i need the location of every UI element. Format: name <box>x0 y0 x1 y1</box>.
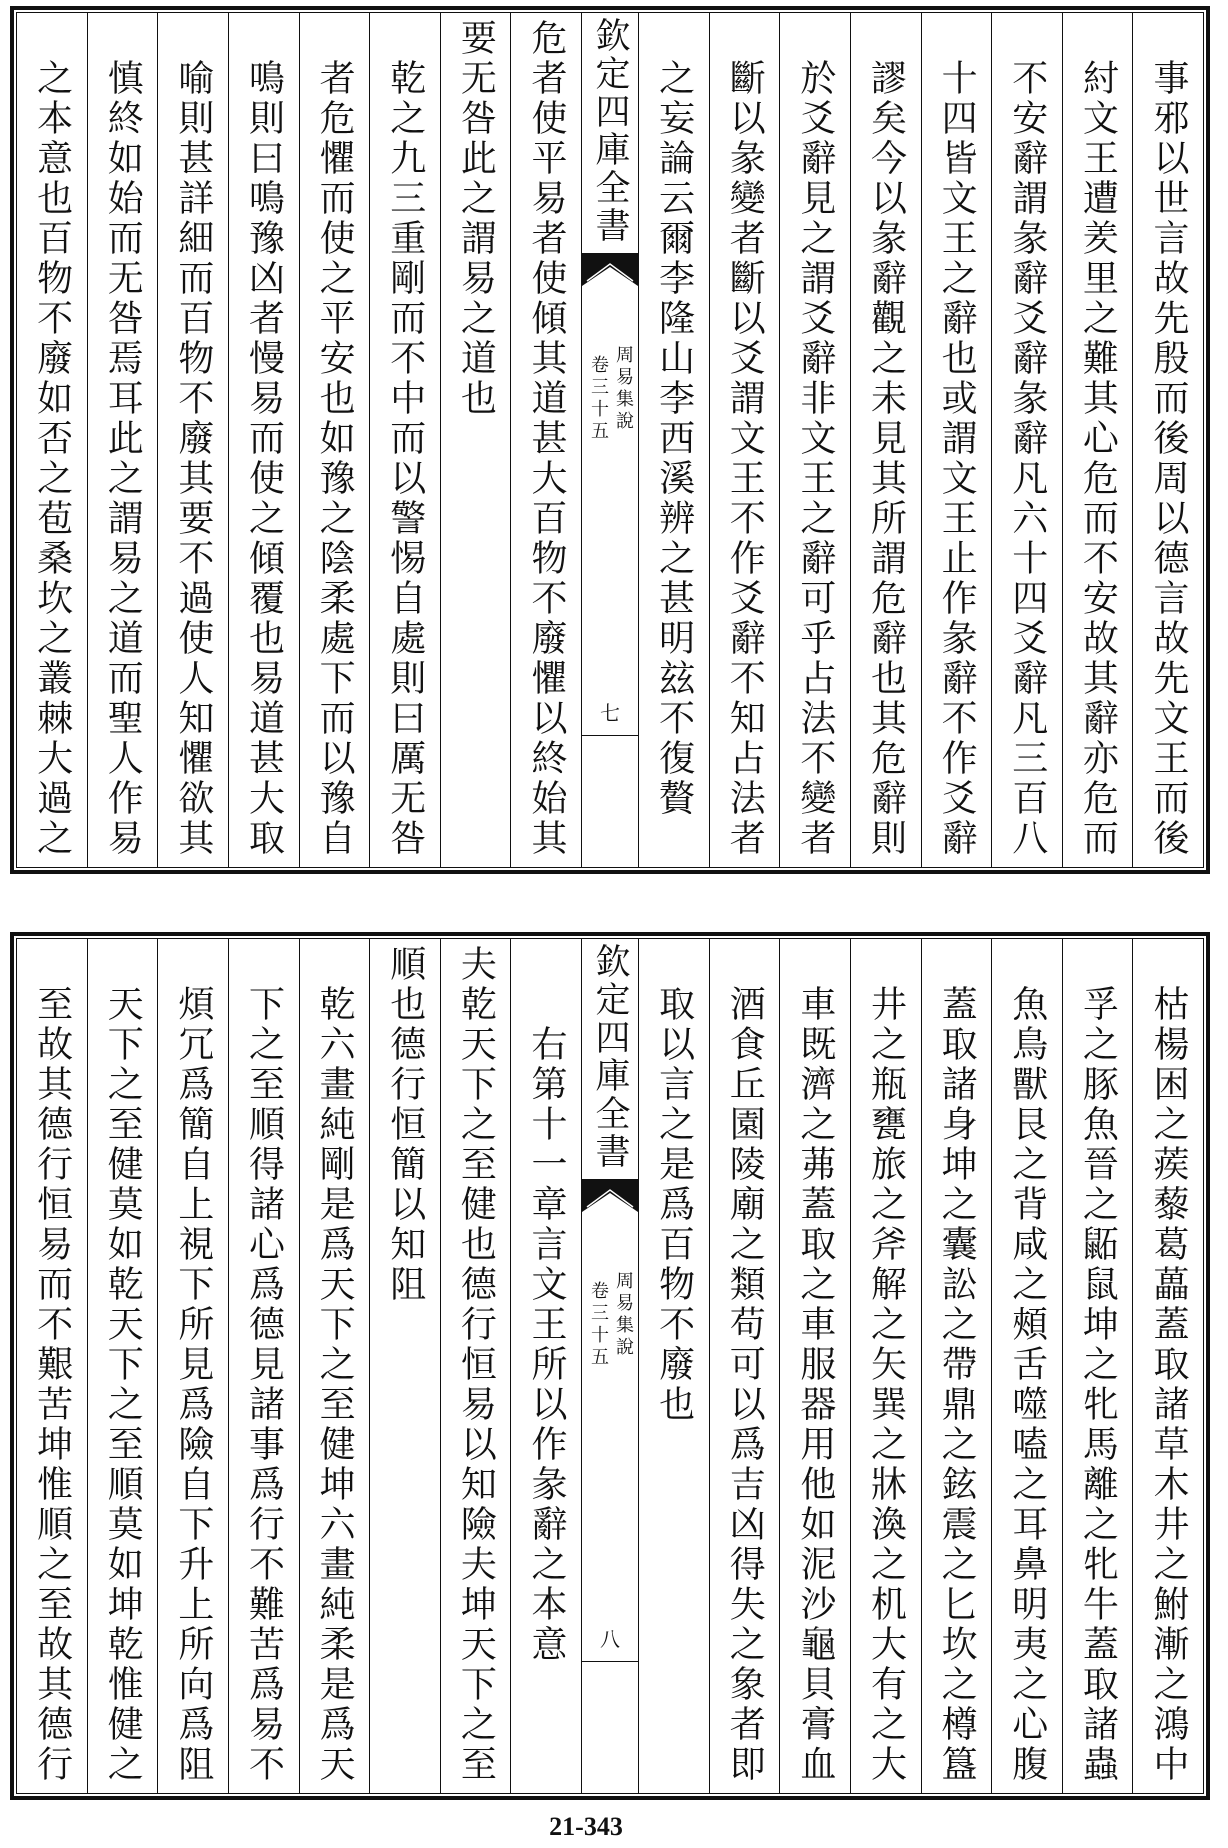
commentary-column: 事邪以世言故先殷而後周以德言故先文王而後 <box>1132 13 1203 867</box>
fish-tail-icon <box>582 1180 638 1212</box>
commentary-column: 孚之豚魚晉之鼫鼠坤之牝馬離之牝牛蓋取諸蟲 <box>1062 939 1133 1793</box>
commentary-column: 取以言之是爲百物不廢也 <box>653 985 695 1425</box>
collection-title: 欽定四庫全書 <box>590 17 630 245</box>
commentary-column: 十四皆文王之辭也或謂文王止作彖辭不作爻辭 <box>921 13 992 867</box>
commentary-column: 紂文王遭羑里之難其心危而不安故其辭亦危而 <box>1062 13 1133 867</box>
book-title: 周易集說 <box>613 345 634 433</box>
upper-leaf <box>10 6 1210 874</box>
folio-number: 八 <box>600 1627 620 1651</box>
commentary-column: 謬矣今以彖辭觀之未見其所謂危辭也其危辭則 <box>850 13 921 867</box>
divider-rule <box>582 1661 638 1662</box>
chapter-note-column: 右第十一章言文王所以作彖辭之本意 <box>510 939 581 1793</box>
commentary-column: 鳴則曰鳴豫凶者慢易而使之傾覆也易道甚大取 <box>228 13 299 867</box>
left-half-page <box>17 939 581 1793</box>
center-strip <box>581 939 639 1793</box>
commentary-column: 酒食丘園陵廟之類苟可以爲吉凶得失之象者即 <box>709 939 780 1793</box>
commentary-column: 魚鳥獸艮之背咸之頰舌噬嗑之耳鼻明夷之心腹 <box>991 939 1062 1793</box>
commentary-column: 天下之至健莫如乾天下之至順莫如坤乾惟健之 <box>87 939 158 1793</box>
commentary-column: 不安辭謂彖辭爻辭彖辭凡六十四爻辭凡三百八 <box>991 13 1062 867</box>
volume-label: 卷三十五 <box>588 355 609 443</box>
commentary-column: 枯楊困之蒺藜葛藟蓋取諸草木井之鮒漸之鴻中 <box>1132 939 1203 1793</box>
commentary-column: 斷以彖變者斷以爻謂文王不作爻辭不知占法者 <box>709 13 780 867</box>
book-title: 周易集說 <box>613 1271 634 1359</box>
commentary-column: 蓋取諸身坤之囊訟之帶鼎之鉉震之匕坎之樽簋 <box>921 939 992 1793</box>
commentary-column: 喻則甚詳細而百物不廢其要不過使人知懼欲其 <box>157 13 228 867</box>
main-text-column: 要无咎此之謂易之道也 <box>440 13 511 867</box>
lower-leaf <box>10 932 1210 1800</box>
right-half-page <box>639 13 1203 867</box>
divider-rule <box>582 735 638 736</box>
leaf-frame <box>16 12 1204 868</box>
collection-title: 欽定四庫全書 <box>590 943 630 1171</box>
main-text-column: 夫乾天下之至健也德行恒易以知險夫坤天下之至 <box>440 939 511 1793</box>
main-text-column: 順也德行恒簡以知阻 <box>369 939 440 1793</box>
leaf-frame <box>16 938 1204 1794</box>
commentary-column: 者危懼而使之平安也如豫之陰柔處下而以豫自 <box>299 13 370 867</box>
center-strip <box>581 13 639 867</box>
fish-tail-icon <box>582 254 638 286</box>
main-text-column: 危者使平易者使傾其道甚大百物不廢懼以終始其 <box>510 13 581 867</box>
commentary-column: 於爻辭見之謂爻辭非文王之辭可乎占法不變者 <box>779 13 850 867</box>
right-half-page <box>639 939 1203 1793</box>
commentary-column: 乾六畫純剛是爲天下之至健坤六畫純柔是爲天 <box>299 939 370 1793</box>
left-half-page <box>17 13 581 867</box>
commentary-column: 之妄論云爾李隆山李西溪辨之甚明玆不復贅 <box>653 59 695 819</box>
commentary-column: 車既濟之茀蓋取之車服器用他如泥沙龜貝膏血 <box>779 939 850 1793</box>
commentary-column: 井之瓶甕旅之斧解之矢巽之牀渙之机大有之大 <box>850 939 921 1793</box>
commentary-column: 慎終如始而无咎焉耳此之謂易之道而聖人作易 <box>87 13 158 867</box>
folio-number: 七 <box>600 701 620 725</box>
page-number: 21-343 <box>549 1812 623 1841</box>
commentary-column: 之本意也百物不廢如否之苞桑坎之叢棘大過之 <box>31 59 73 859</box>
commentary-column: 乾之九三重剛而不中而以警惕自處則曰厲无咎 <box>369 13 440 867</box>
commentary-column: 至故其德行恒易而不艱苦坤惟順之至故其德行 <box>31 985 73 1785</box>
volume-label: 卷三十五 <box>588 1281 609 1369</box>
commentary-column: 煩冗爲簡自上視下所見爲險自下升上所向爲阻 <box>157 939 228 1793</box>
commentary-column: 下之至順得諸心爲德見諸事爲行不難苦爲易不 <box>228 939 299 1793</box>
